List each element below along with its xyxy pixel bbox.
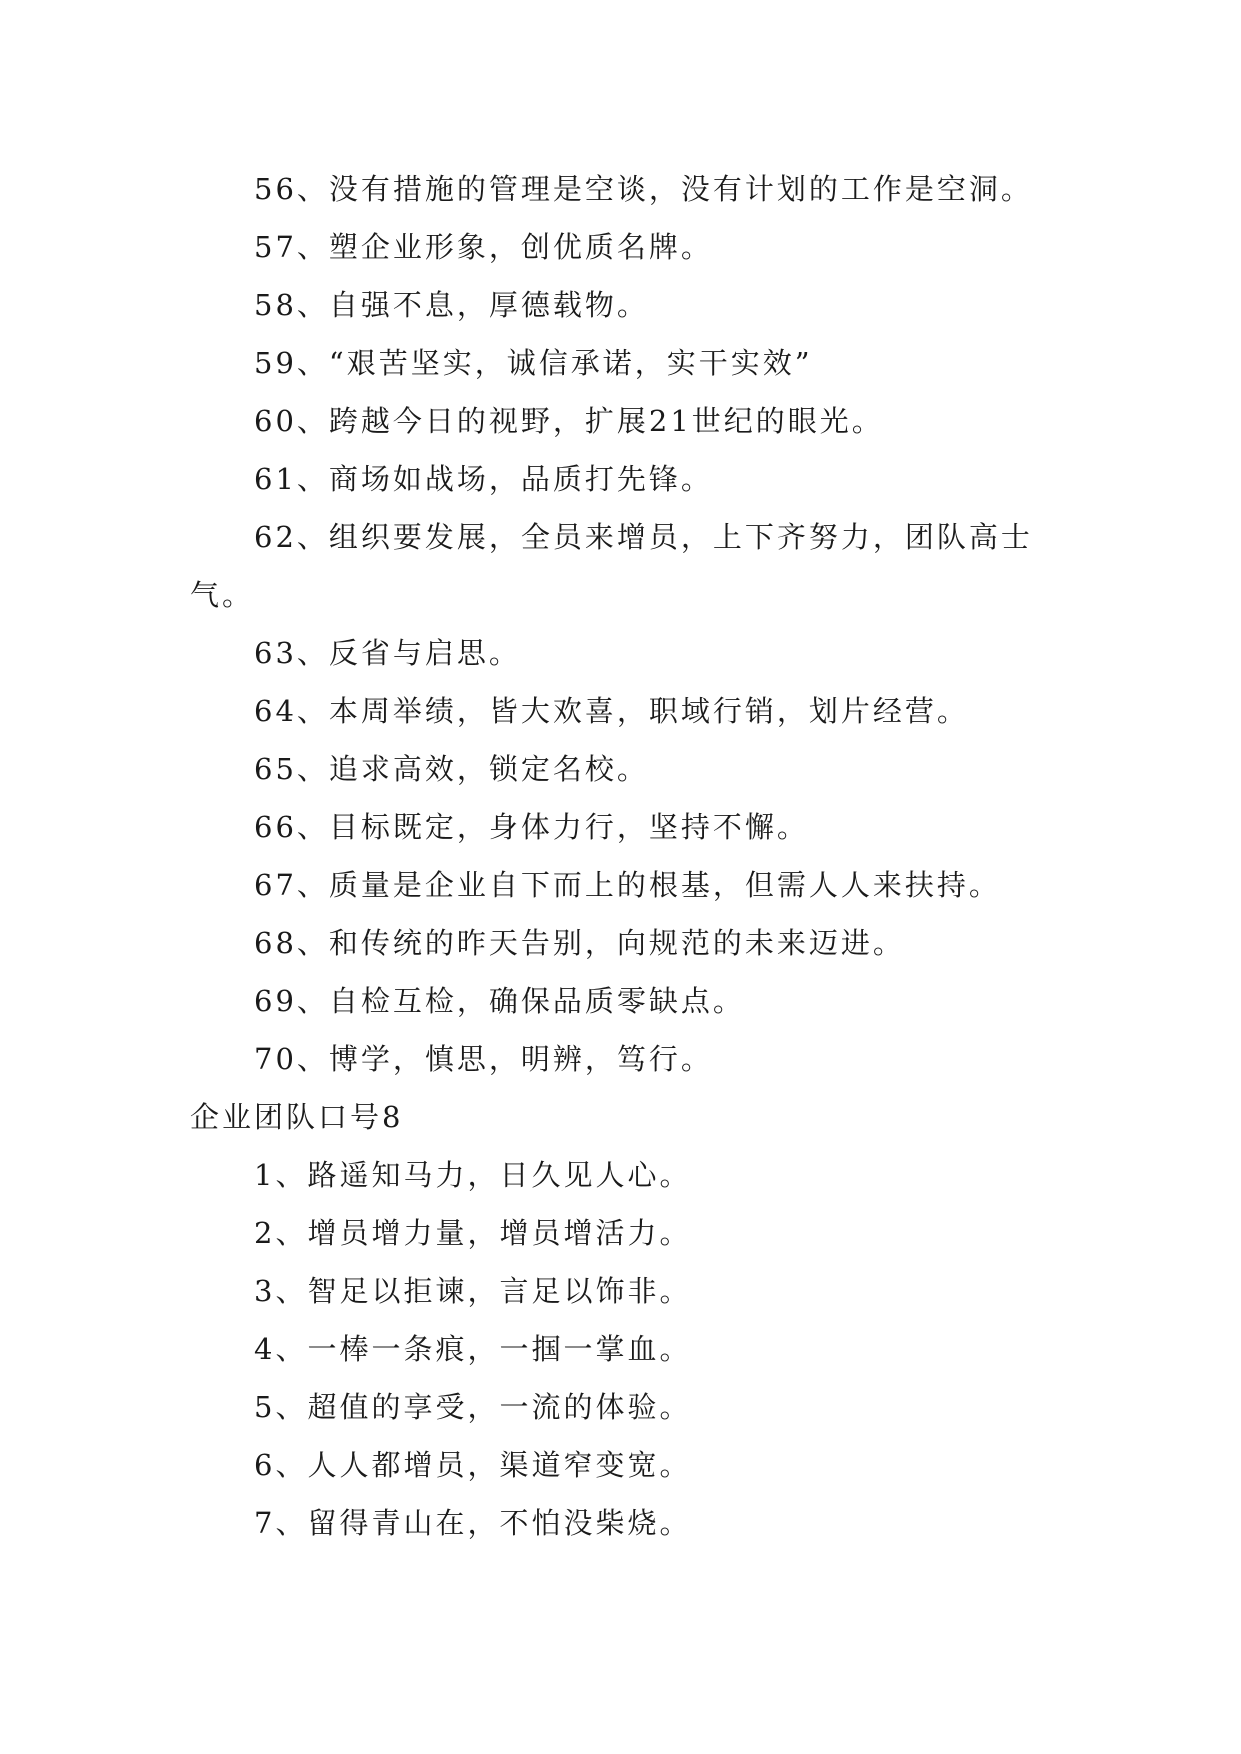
list-item: 67、质量是企业自下而上的根基，但需人人来扶持。	[254, 868, 1001, 902]
list-item: 70、博学，慎思，明辨，笃行。	[254, 1042, 713, 1076]
list-item: 61、商场如战场，品质打先锋。	[254, 462, 713, 496]
list-item: 59、“艰苦坚实，诚信承诺，实干实效”	[254, 346, 813, 380]
document-body	[190, 160, 1090, 1552]
list-item: 68、和传统的昨天告别，向规范的未来迈进。	[254, 926, 905, 960]
list-item: 57、塑企业形象，创优质名牌。	[254, 230, 713, 264]
list-item: 2、增员增力量，增员增活力。	[254, 1216, 692, 1250]
list-item: 7、留得青山在，不怕没柴烧。	[254, 1506, 692, 1540]
list-item: 65、追求高效，锁定名校。	[254, 752, 649, 786]
list-item: 63、反省与启思。	[254, 636, 521, 670]
list-item-62-line-2: 气。	[190, 578, 255, 612]
section-heading: 企业团队口号8	[190, 1100, 404, 1134]
list-item: 56、没有措施的管理是空谈，没有计划的工作是空洞。	[254, 172, 1033, 206]
list-item: 4、一棒一条痕，一掴一掌血。	[254, 1332, 692, 1366]
list-item: 3、智足以拒谏，言足以饰非。	[254, 1274, 692, 1308]
list-item: 66、目标既定，身体力行，坚持不懈。	[254, 810, 809, 844]
list-item: 64、本周举绩，皆大欢喜，职域行销，划片经营。	[254, 694, 969, 728]
list-item: 69、自检互检，确保品质零缺点。	[254, 984, 745, 1018]
list-item: 60、跨越今日的视野，扩展21世纪的眼光。	[254, 404, 884, 438]
list-item: 5、超值的享受，一流的体验。	[254, 1390, 692, 1424]
list-item: 6、人人都增员，渠道窄变宽。	[254, 1448, 692, 1482]
list-item: 1、路遥知马力，日久见人心。	[254, 1158, 692, 1192]
list-item: 58、自强不息，厚德载物。	[254, 288, 649, 322]
list-item-62-line-1: 62、组织要发展，全员来增员，上下齐努力，团队高士	[254, 520, 1033, 554]
